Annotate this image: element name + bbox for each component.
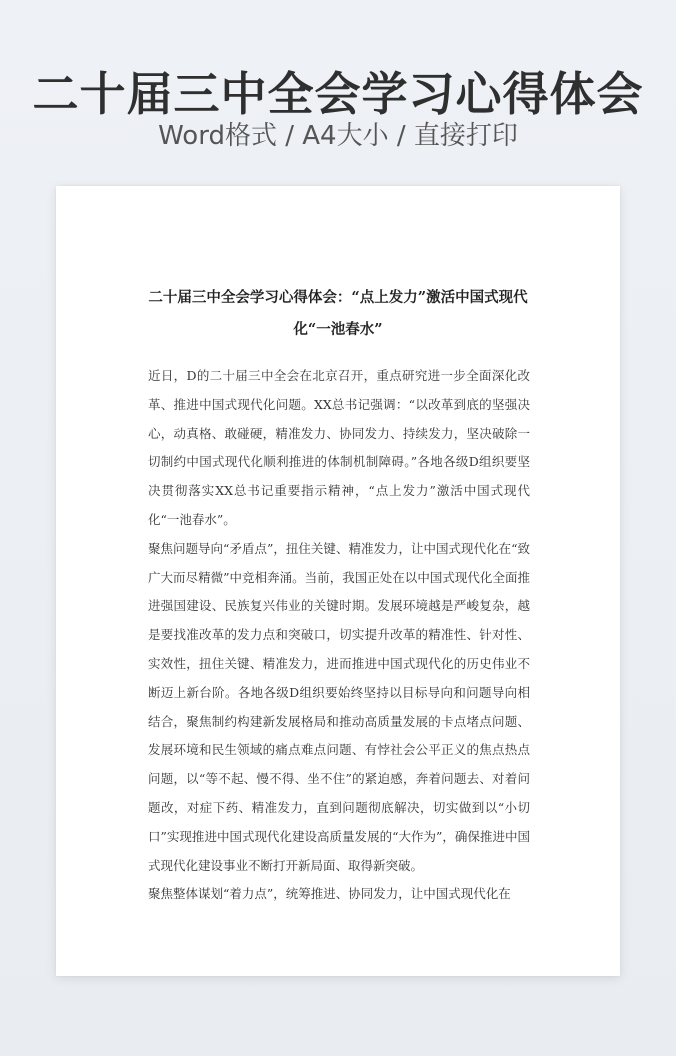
banner-title: 二十届三中全会学习心得体会 bbox=[32, 67, 644, 121]
paragraph: 聚焦问题导向“矛盾点”，扭住关键、精准发力，让中国式现代化在“致广大而尽精微”中竞相奔涌。当前，我国正处在以中国式现代化全面推进强国建设、民族复兴伟业的关键时期。发展环境越是严峻复杂，越是要找准改革的发力点和突破口，切实提升改革的精准性、针对性、实效性，扭住关键、精准发力，进而推进中国式现代化的历史伟业不断迈上新台阶。各地各级D组织要始终坚持以目标导向和问题导向相结合，聚焦制约构建新发展格局和推动高质量发展的卡点堵点问题、发展环境和民生领域的痛点难点问题、有悖社会公平正义的焦点热点问题，以“等不起、慢不得、坐不住”的紧迫感，奔着问题去、对着问题改，对症下药、精准发力，直到问题彻底解决，切实做到以“小切口”实现推进中国式现代化建设高质量发展的“大作为”，确保推进中国式现代化建设事业不断打开新局面、取得新突破。 bbox=[148, 540, 530, 873]
document-body bbox=[148, 362, 530, 909]
document-page bbox=[56, 186, 620, 976]
paragraph: 聚焦整体谋划“着力点”，统筹推进、协同发力，让中国式现代化在 bbox=[148, 886, 511, 902]
banner-subtitle: Word格式 / A4大小 / 直接打印 bbox=[158, 121, 518, 151]
document-title: 二十届三中全会学习心得体会：“点上发力”激活中国式现代化“一池春水” bbox=[148, 289, 528, 338]
paragraph: 近日，D的二十届三中全会在北京召开，重点研究进一步全面深化改革、推进中国式现代化问题。XX总书记强调：“以改革到底的坚强决心，动真格、敢碰硬，精准发力、协同发力、持续发力，坚决破除一切制约中国式现代化顺利推进的体制机制障碍。”各地各级D组织要坚决贯彻落实XX总书记重要指示精神，“点上发力”激活中国式现代化“一池春水”。 bbox=[148, 368, 530, 527]
